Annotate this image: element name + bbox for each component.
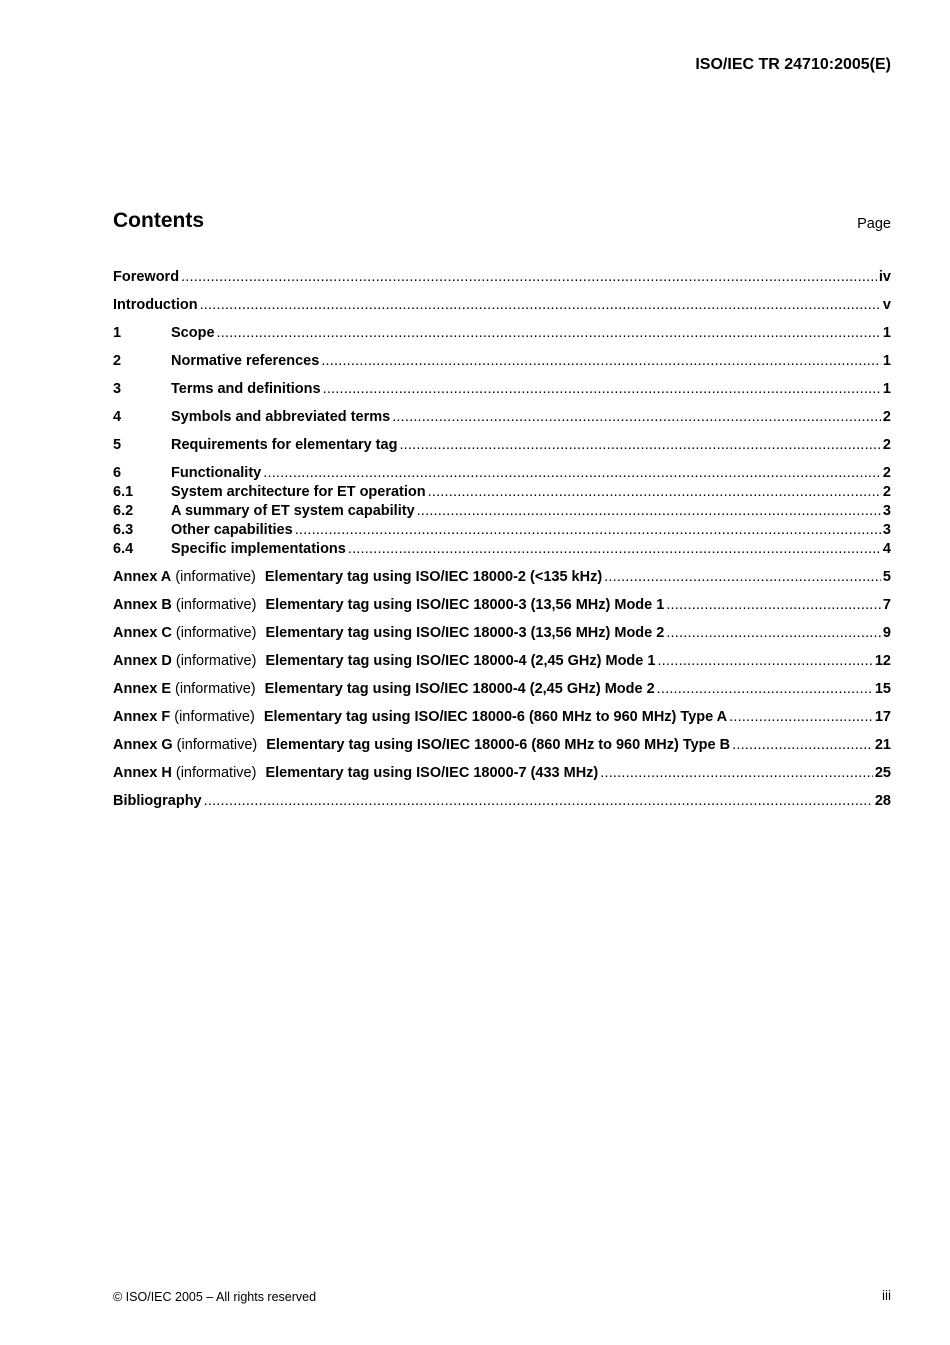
annex-label: Annex D <box>113 653 172 669</box>
toc-entry-annex-f[interactable] <box>113 708 891 727</box>
dot-leader <box>666 624 881 643</box>
toc-entry-title: Specific implementations <box>171 541 346 557</box>
annex-title: Elementary tag using ISO/IEC 18000-4 (2,45 GHz) Mode 2 <box>264 681 655 697</box>
toc-entry-title: Bibliography <box>113 793 202 809</box>
annex-title: Elementary tag using ISO/IEC 18000-3 (13,56 MHz) Mode 1 <box>265 597 665 613</box>
toc-entry-page: 2 <box>882 484 891 500</box>
annex-label: Annex E <box>113 681 172 697</box>
annex-label: Annex B <box>113 597 172 613</box>
toc-entry-page: 2 <box>882 465 891 481</box>
dot-leader <box>666 596 881 615</box>
dot-leader <box>657 680 873 699</box>
toc-entry-number: 5 <box>113 437 122 453</box>
toc-entry-page: 17 <box>874 709 891 725</box>
toc-entry-page: 3 <box>882 522 891 538</box>
toc-entry-title: Functionality <box>171 465 262 481</box>
annex-title: Elementary tag using ISO/IEC 18000-6 (860 MHz to 960 MHz) Type B <box>266 737 731 753</box>
toc-entry-annex-d[interactable] <box>113 652 891 671</box>
dot-leader <box>729 708 873 727</box>
toc-entry-title: A summary of ET system capability <box>171 503 415 519</box>
dot-leader <box>200 296 881 315</box>
annex-type: (informative) <box>175 625 257 641</box>
toc-entry-annex-h[interactable] <box>113 764 891 783</box>
annex-type: (informative) <box>175 569 256 585</box>
toc-entry-requirements[interactable] <box>113 436 891 455</box>
annex-type: (informative) <box>175 653 257 669</box>
toc-entry-scope[interactable] <box>113 324 891 343</box>
toc-entry-title: Other capabilities <box>171 522 293 538</box>
toc-entry-terms-and-definitions[interactable] <box>113 380 891 399</box>
toc-entry-page: 1 <box>882 325 891 341</box>
toc-entry-page: 2 <box>882 437 891 453</box>
dot-leader <box>321 352 881 371</box>
annex-type: (informative) <box>176 737 258 753</box>
annex-title: Elementary tag using ISO/IEC 18000-2 (<135 kHz) <box>264 569 603 585</box>
dot-leader <box>181 268 877 287</box>
toc-entry-functionality[interactable] <box>113 464 891 483</box>
toc-entry-title: Requirements for elementary tag <box>171 437 398 453</box>
toc-entry-page: 1 <box>882 353 891 369</box>
toc-entry-title: Foreword <box>113 269 180 285</box>
toc-entry-page: 5 <box>882 569 891 585</box>
toc-entry-page: 2 <box>882 409 891 425</box>
toc-entry-annex-b[interactable] <box>113 596 891 615</box>
dot-leader <box>204 792 873 811</box>
dot-leader <box>217 324 881 343</box>
toc-entry-page: 28 <box>874 793 891 809</box>
toc-entry-number: 6.4 <box>113 541 134 557</box>
annex-label: Annex A <box>113 569 172 585</box>
dot-leader <box>657 652 872 671</box>
toc-entry-title: System architecture for ET operation <box>171 484 426 500</box>
toc-entry-title: Scope <box>171 325 215 341</box>
toc-entry-introduction[interactable] <box>113 296 891 315</box>
toc-entry-foreword[interactable] <box>113 268 891 287</box>
annex-title: Elementary tag using ISO/IEC 18000-3 (13,56 MHz) Mode 2 <box>265 625 665 641</box>
dot-leader <box>263 464 881 483</box>
toc-entry-page: 4 <box>882 541 891 557</box>
toc-entry-et-system-capability[interactable] <box>113 502 891 521</box>
toc-entry-page: 7 <box>882 597 891 613</box>
annex-type: (informative) <box>175 765 257 781</box>
annex-type: (informative) <box>175 597 257 613</box>
toc-entry-title: Normative references <box>171 353 320 369</box>
toc-entry-other-capabilities[interactable] <box>113 521 891 540</box>
toc-entry-page: 25 <box>874 765 891 781</box>
dot-leader <box>428 483 881 502</box>
annex-title: Elementary tag using ISO/IEC 18000-7 (433 MHz) <box>265 765 599 781</box>
toc-entry-system-architecture[interactable] <box>113 483 891 502</box>
dot-leader <box>348 540 881 559</box>
toc-entry-title: Terms and definitions <box>171 381 321 397</box>
dot-leader <box>732 736 873 755</box>
page-column-label: Page <box>857 216 891 232</box>
dot-leader <box>295 521 881 540</box>
toc-entry-number: 2 <box>113 353 122 369</box>
dot-leader <box>323 380 881 399</box>
toc-entry-page: 9 <box>882 625 891 641</box>
toc-entry-page: 1 <box>882 381 891 397</box>
toc-entry-page: 12 <box>874 653 891 669</box>
table-of-contents <box>113 268 891 811</box>
toc-entry-annex-c[interactable] <box>113 624 891 643</box>
page-number: iii <box>882 1288 891 1303</box>
toc-entry-specific-implementations[interactable] <box>113 540 891 559</box>
annex-type: (informative) <box>174 709 255 725</box>
toc-entry-page: iv <box>878 269 891 285</box>
toc-entry-page: 3 <box>882 503 891 519</box>
annex-label: Annex G <box>113 737 173 753</box>
dot-leader <box>417 502 881 521</box>
annex-label: Annex H <box>113 765 172 781</box>
dot-leader <box>392 408 881 427</box>
toc-entry-number: 6.1 <box>113 484 134 500</box>
toc-entry-normative-references[interactable] <box>113 352 891 371</box>
toc-entry-page: v <box>882 297 891 313</box>
annex-title: Elementary tag using ISO/IEC 18000-4 (2,45 GHz) Mode 1 <box>265 653 656 669</box>
toc-entry-title: Introduction <box>113 297 198 313</box>
annex-title: Elementary tag using ISO/IEC 18000-6 (860 MHz to 960 MHz) Type A <box>263 709 728 725</box>
toc-entry-number: 6 <box>113 465 122 481</box>
dot-leader <box>600 764 873 783</box>
toc-entry-title: Symbols and abbreviated terms <box>171 409 391 425</box>
toc-entry-page: 15 <box>874 681 891 697</box>
toc-entry-annex-a[interactable] <box>113 568 891 587</box>
dot-leader <box>399 436 880 455</box>
annex-label: Annex F <box>113 709 171 725</box>
annex-type: (informative) <box>175 681 256 697</box>
annex-label: Annex C <box>113 625 172 641</box>
toc-entry-annex-e[interactable] <box>113 680 891 699</box>
toc-entry-number: 4 <box>113 409 122 425</box>
toc-entry-page: 21 <box>874 737 891 753</box>
copyright-notice: © ISO/IEC 2005 – All rights reserved <box>113 1290 317 1304</box>
toc-entry-symbols[interactable] <box>113 408 891 427</box>
toc-entry-annex-g[interactable] <box>113 736 891 755</box>
toc-entry-number: 6.3 <box>113 522 134 538</box>
contents-heading: Contents <box>113 209 204 232</box>
document-id: ISO/IEC TR 24710:2005(E) <box>695 56 891 73</box>
toc-entry-number: 6.2 <box>113 503 134 519</box>
toc-entry-number: 3 <box>113 381 122 397</box>
toc-entry-number: 1 <box>113 325 122 341</box>
toc-entry-bibliography[interactable] <box>113 792 891 811</box>
dot-leader <box>604 568 881 587</box>
